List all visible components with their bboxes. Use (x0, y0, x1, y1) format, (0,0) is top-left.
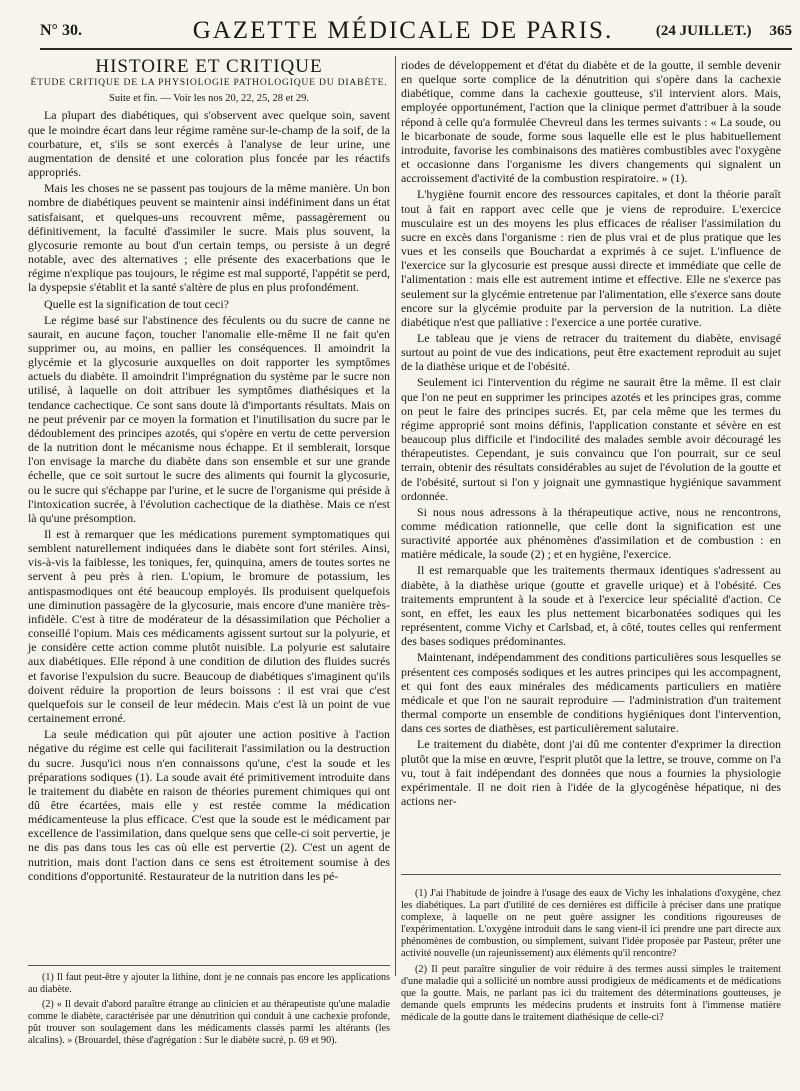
issue-date: (24 JUILLET.) (655, 22, 752, 39)
paragraph: La seule médication qui pût ajouter une action positive à l'action négative du régime est celle qui faciliterait l'assimilation ou la destruction du sucre. Jusqu'ici nous n'en connaissons qu'une, c'est la soude et les préparations sodiques (1). La soude avait été primitivement introduite dans le traitement du diabète en raison de théories purement chimiques qui ont dû être écartées, mais elle y est restée comme la médication médicamenteuse la plus efficace. C'est que la soude est le médicament par excellence de l'assimilation, dans quelque sens que celle-ci soit pervertie, je ne dis pas dans tous les cas où elle est pervertie (2). C'est un agent de nutrition, mais dont l'action dans ce sens est étroitement soumise à des conditions d'opportunité. Restaurateur de la nutrition dans les pé- (28, 727, 390, 883)
continuation-note: Suite et fin. — Voir les nos 20, 22, 25, 28 et 29. (109, 93, 309, 105)
section-title: HISTOIRE ET CRITIQUE (95, 56, 323, 77)
paragraph: La plupart des diabétiques, qui s'observent avec quelque soin, savent que le moindre écart dans leur régime ramène sur-le-champ de la soif, de la courbature, et, s'ils se sont exercés à l'analyse de leur urine, une augmentation de densité et une coloration plus foncée par les réactifs appropriés. (28, 108, 390, 180)
paragraph: L'hygiène fournit encore des ressources capitales, et dont la théorie paraît tout à fait en rapport avec celle que je viens de reproduire. L'exercice musculaire est un des moyens les plus efficaces de réaliser l'assimilation du sucre en excès dans l'organisme : rien de plus vrai et de plus pratique que les vues et les conseils que Bouchardat a exprimés à ce sujet. L'influence de l'exercice sur la glycosurie est presque aussi directe et immédiate que celle de l'alimentation : mais elle est autrement intime et effective. Elle ne s'exerce pas seulement sur la glycémie entretenue par l'alimentation, elle s'exerce sans doute encore sur la glycémie produite par la perversion de la nutrition. La diète diabétique n'est que palliative : l'exercice a une portée curative. (401, 187, 781, 329)
footnote: (2) « Il devait d'abord paraître étrange au clinicien et au thérapeutiste qu'une maladie comme le diabète, caractérisée par une dénutrition qui conduit à une cachexie profonde, pût trouver son soulagement dans les médicaments classés parmi les altérants (les alcalins). » (Brouardel, thèse d'agrégation : Sur le diabète sucré, p. 69 et 90). (28, 998, 390, 1046)
paragraph: Le traitement du diabète, dont j'ai dû me contenter d'exprimer la direction plutôt que la mise en œuvre, l'esprit plutôt que la lettre, se trouve, comme on l'a vu, tout à fait indépendant des données que nous a fournies la physiologie expérimentale. Il ne doit rien à l'idée de la glycogénèse hépatique, ni des actions ner- (401, 737, 781, 808)
left-footnotes (28, 972, 390, 1049)
paragraph: Si nous nous adressons à la thérapeutique active, nous ne rencontrons, comme médication rationnelle, que celle dont la signification est une suractivité apportée aux phénomènes d'assimilation et de combustion : en matière médicale, la soude (2) ; et en hygiène, l'exercice. (401, 504, 781, 562)
paragraph: Maintenant, indépendamment des conditions particulières sous lesquelles se présentent ces composés sodiques et les autres principes qui les accompagnent, et qui font des eaux minérales des médicaments particuliers en matière médicale et que l'on ne saurait reproduire — l'administration d'un traitement thermal comporte un ensemble de conditions hygiéniques dont l'intervention, dans ces sortes de diathèses, est particulièrement salutaire. (401, 650, 781, 736)
paragraph: riodes de développement et d'état du diabète et de la goutte, il semble devenir en quelque sorte complice de la dénutrition qui s'opère dans la cachexie diabétique, comme dans la cachexie goutteuse, s'il intervient alors. Mais, employée opportunément, l'action que la clinique permet d'attribuer à la soude répond à celle qu'a formulée Chevreul dans les termes suivants : « La soude, ou le bicarbonate de soude, forme sous laquelle elle est le plus habituellement introduite, favorise les combinaisons des matières combustibles avec l'oxygène et occasionne dans l'organisme les divers changements qui signalent un accroissement d'activité de la combustion respiratoire. » (1). (401, 58, 781, 186)
footnote-divider (401, 874, 781, 875)
footnote: (1) J'ai l'habitude de joindre à l'usage des eaux de Vichy les inhalations d'oxygène, chez les diabétiques. La part d'utilité de ces dernières est difficile à préciser dans une pratique complexe, à laquelle on ne peut guère assigner les conditions rigoureuses de l'expérimentation. L'oxygène introduit dans le sang vient-il ici prendre une part directe aux phénomènes de combustion, ou simplement, suivant l'idée proposée par Pasteur, prêter une activité nouvelle (un rajeunissement) aux éléments qu'il rencontre? (401, 888, 781, 960)
left-column (28, 56, 390, 885)
footnote: (1) Il faut peut-être y ajouter la lithine, dont je ne connais pas encore les applications au diabète. (28, 972, 390, 995)
paragraph: Seulement ici l'intervention du régime ne saurait être la même. Il est clair que l'on ne peut en supprimer les principes azotés et les principes gras, comme on peut le faire des principes sucrés. Et, par cela même que les termes du régime approprié sont moins définis, l'application constante et sévère en est beaucoup plus difficile et l'indocilité des malades semble avoir découragé les thérapeutistes. Cependant, je suis convaincu que l'on pourrait, sur ce seul terrain, obtenir des résultats considérables au sujet de l'évolution de la goutte et de l'obésité, surtout si l'on y joignait une gymnastique hygiénique savamment ordonnée. (401, 375, 781, 503)
paragraph: Mais les choses ne se passent pas toujours de la même manière. Un bon nombre de diabétiques peuvent se maintenir ainsi indéfiniment dans un état satisfaisant, et quelques-uns recouvrent même, passagèrement ou définitivement, la faculté d'assimiler le sucre. Mais plus souvent, la glycosurie remonte au bout d'un certain temps, ou persiste à un degré notable, avec des alternatives ; elle présente des exacerbations que le régime n'explique pas toujours, le régime est mal supporté, l'appétit se perd, la dyspepsie s'établit et la santé s'altère de plus en plus profondément. (28, 181, 390, 295)
journal-title: GAZETTE MÉDICALE DE PARIS. (192, 17, 614, 44)
paragraph: Le régime basé sur l'abstinence des féculents ou du sucre de canne ne saurait, en aucune façon, toucher l'anomalie elle-même Il ne fait qu'en supprimer ou, au moins, en pallier les conséquences. Il amoindrit la glycémie et la glycosurie auxquelles on doit rapporter les symptômes actuels du diabète. Il amoindrit l'imprégnation du système par le sucre non utilisé, à laquelle on doit attribuer les symptômes diathésiques et la tendance cachectique. Ce sont sans doute là d'importants résultats. Mais on ne peut prévenir par ce moyen la formation et l'inutilisation du sucre par le dédoublement des principes azotés, qui s'opère en vertu de cette perversion de la nutrition dont le mécanisme nous échappe. Et il semblerait, lorsque l'on envisage la marche du diabète dans son ensemble et sur une grande échelle, que ce soit surtout le sucre des aliments qui fournit la glycosurie, ou le sucre qui s'échappe par l'urine, et le sucre de l'organisme qui préside à l'intoxication sucrée, à l'évolution cachectique de la diathèse. Mais ce n'est là qu'une présomption. (28, 312, 390, 525)
footnote-divider (28, 965, 390, 966)
paragraph: Il est remarquable que les traitements thermaux identiques s'adressent au diabète, à la diathèse urique (goutte et gravelle urique) et à l'obésité. Ces traitements empruntent à la soude et à l'exercice leur spécialité d'action. Ce sont, en effet, les eaux les plus nettement bicarbonatées sodiques qui les représentent, comme Vichy et Carlsbad, et, à côté, toutes celles qui renferment des bases sodiques prédominantes. (401, 563, 781, 649)
paragraph: Quelle est la signification de tout ceci? (44, 296, 229, 311)
page-number: 365 (769, 22, 792, 39)
header-right (656, 23, 792, 40)
right-column (401, 58, 781, 810)
article-subtitle: ÉTUDE CRITIQUE DE LA PHYSIOLOGIE PATHOLOGIQUE DU DIABÈTE. (30, 77, 388, 89)
right-footnotes (401, 888, 781, 1027)
column-divider (395, 56, 396, 976)
paragraph: Le tableau que je viens de retracer du traitement du diabète, envisagé surtout au point de vue des indications, peut être exactement reproduit au sujet de la diathèse urique et de l'obésité. (401, 330, 781, 374)
paragraph: Il est à remarquer que les médications purement symptomatiques qui semblent naturellement indiquées dans le diabète sont fort stériles. Ainsi, vis-à-vis la faiblesse, les toniques, fer, quinquina, amers de toutes sortes ne servent à peu près à rien. L'opium, le bromure de potassium, les antispasmodiques ont été beaucoup employés. Ils produisent quelquefois une diminution passagère de la glycosurie, mais encore d'une manière très-infidèle. C'est à titre de modérateur de la désassimilation que Pécholier a conseillé l'opium. Mais ces médicaments agissent surtout sur la polyurie, et je considère cette action comme plutôt nuisible. La polyurie est salutaire aux diabétiques. Elle répond à une condition de dilution des fluides sucrés et favorise l'expulsion du sucre. Beaucoup de diabétiques s'imaginent qu'ils doivent réduire la proportion de leurs boissons : il est vrai que c'est quelquefois sur le conseil de leur médecin. Mais c'est là un point de vue certainement erroné. (28, 527, 390, 726)
issue-number: N° 30. (40, 22, 82, 39)
footnote: (2) Il peut paraître singulier de voir réduire à des termes aussi simples le traitement d'une maladie qui a sollicité un nombre aussi prodigieux de médicaments et de médications que la goutte. Mais, ne parlant pas ici du traitement des déterminations goutteuses, je demande quels emprunts les médecins prudents et instruits font à l'immense matière médicale de la goutte dans le traitement diathésique de celle-ci? (401, 963, 781, 1023)
page-header (40, 14, 792, 50)
